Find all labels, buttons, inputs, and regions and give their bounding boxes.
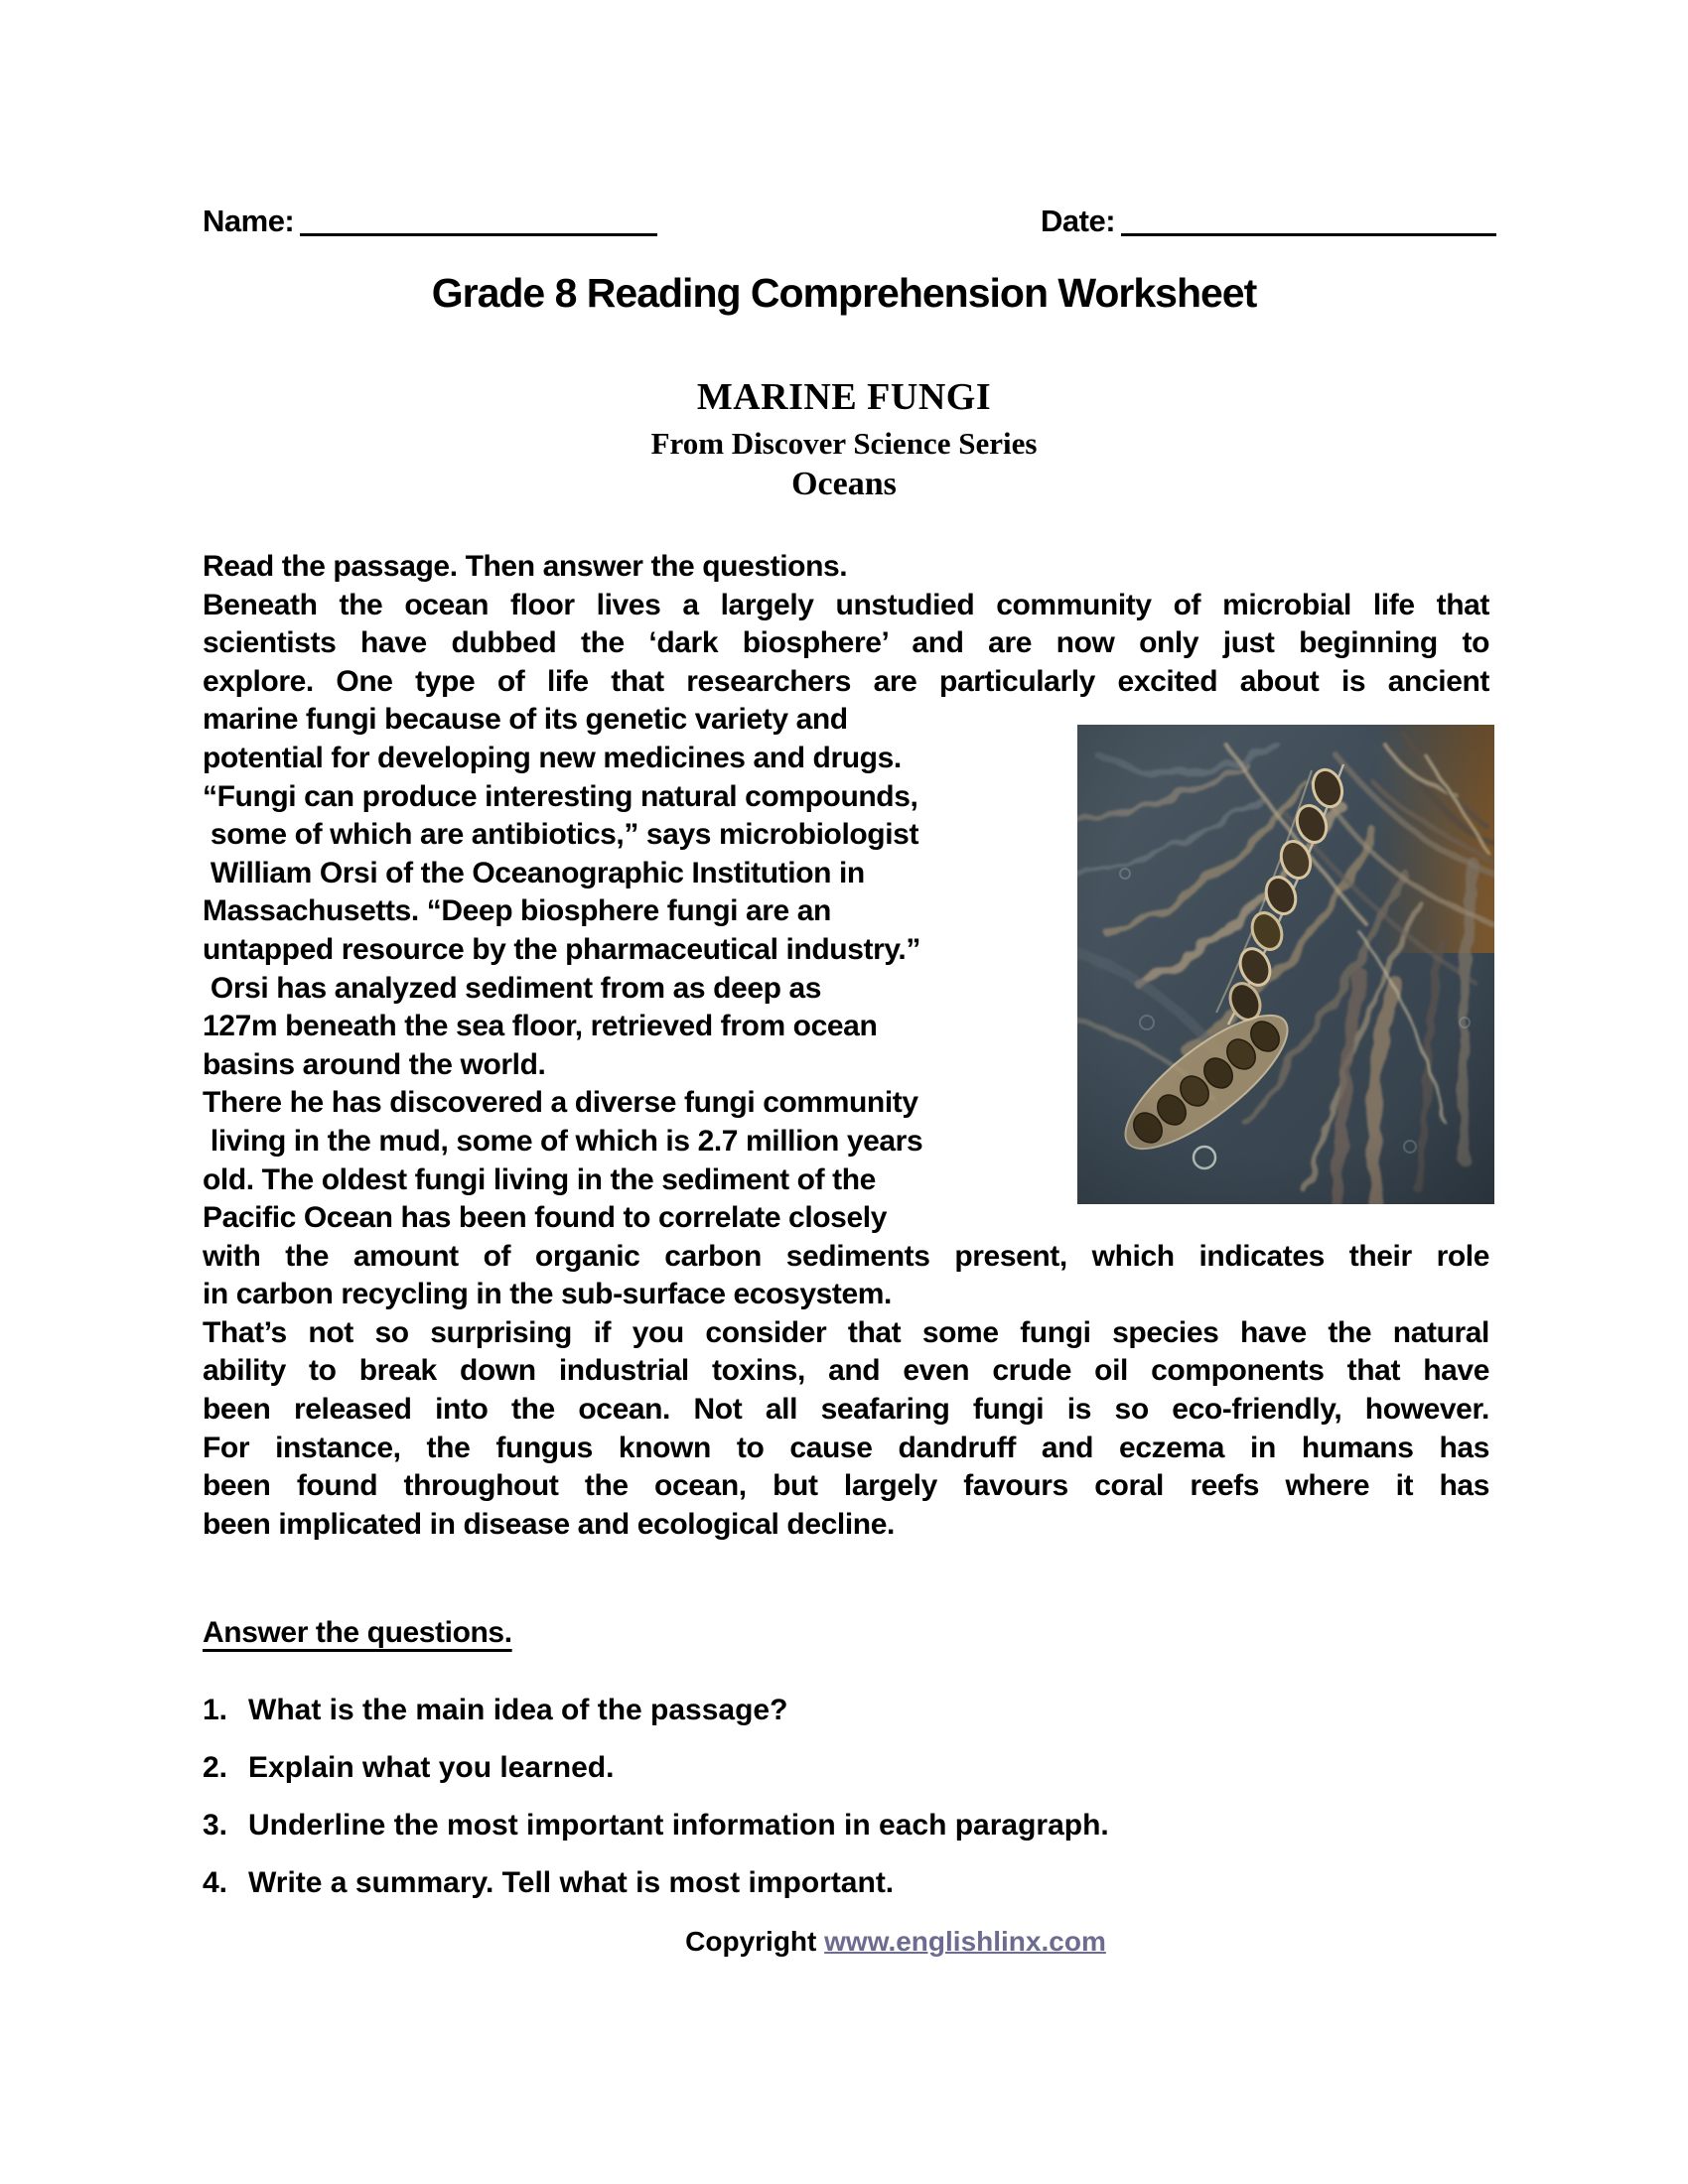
question-item xyxy=(203,1866,1109,1904)
name-blank-line xyxy=(300,205,657,236)
question-item xyxy=(203,1809,1109,1846)
passage-line: old. The oldest fungi living in the sediment of the xyxy=(203,1162,876,1196)
passage-line: living in the mud, some of which is 2.7 million years xyxy=(203,1124,923,1158)
marine-fungi-micrograph xyxy=(1077,725,1494,1204)
passage-line: Pacific Ocean has been found to correlate closely xyxy=(203,1201,887,1235)
passage-line: explore. One type of life that researchers are particularly excited about is ancient xyxy=(203,664,1489,698)
question-text: What is the main idea of the passage? xyxy=(248,1694,788,1726)
passage-line: been released into the ocean. Not all seafaring fungi is so eco-friendly, however. xyxy=(203,1393,1489,1427)
passage-line: William Orsi of the Oceanographic Institution in xyxy=(203,856,865,889)
passage-line: with the amount of organic carbon sediments present, which indicates their role xyxy=(203,1239,1489,1273)
question-text: Underline the most important information in each paragraph. xyxy=(248,1809,1109,1842)
passage-line: For instance, the fungus known to cause dandruff and eczema in humans has xyxy=(203,1431,1489,1464)
copyright xyxy=(52,1926,1688,1958)
passage-topic: Oceans xyxy=(791,466,897,502)
questions-list xyxy=(203,1694,1109,1924)
name-label: Name: xyxy=(203,203,295,238)
passage-line: in carbon recycling in the sub-surface ecosystem. xyxy=(203,1278,892,1311)
passage-line: That’s not so surprising if you consider that some fungi species have the natural xyxy=(203,1315,1489,1349)
passage-source: From Discover Science Series xyxy=(650,426,1038,461)
passage-line: “Fungi can produce interesting natural compounds, xyxy=(203,779,918,813)
passage-line: basins around the world. xyxy=(203,1047,546,1081)
passage-line: marine fungi because of its genetic variety and xyxy=(203,703,848,737)
question-number: 1. xyxy=(203,1694,228,1726)
copyright-link[interactable]: www.englishlinx.com xyxy=(824,1926,1106,1957)
question-number: 3. xyxy=(203,1809,228,1842)
passage-instructions: Read the passage. Then answer the questions. xyxy=(203,550,848,583)
date-field xyxy=(1041,201,1496,239)
passage-line: been found throughout the ocean, but largely favours coral reefs where it has xyxy=(203,1469,1489,1503)
passage-line: Massachusetts. “Deep biosphere fungi are an xyxy=(203,894,831,928)
passage-line: been implicated in disease and ecological decline. xyxy=(203,1507,895,1541)
date-label: Date: xyxy=(1041,203,1116,238)
date-blank-line xyxy=(1121,205,1496,236)
passage-line: some of which are antibiotics,” says microbiologist xyxy=(203,818,919,852)
passage-line: 127m beneath the sea floor, retrieved from ocean xyxy=(203,1010,878,1043)
passage-line: untapped resource by the pharmaceutical industry.” xyxy=(203,932,920,966)
passage-line: Beneath the ocean floor lives a largely unstudied community of microbial life that xyxy=(203,588,1489,621)
question-text: Write a summary. Tell what is most important. xyxy=(248,1866,895,1899)
passage-line: potential for developing new medicines and drugs. xyxy=(203,741,902,774)
question-number: 4. xyxy=(203,1866,228,1899)
question-item xyxy=(203,1751,1109,1789)
question-text: Explain what you learned. xyxy=(248,1751,615,1784)
worksheet-title: Grade 8 Reading Comprehension Worksheet xyxy=(431,270,1257,316)
passage-line: scientists have dubbed the ‘dark biosphere’ and are now only just beginning to xyxy=(203,626,1489,660)
passage-line: ability to break down industrial toxins, and even crude oil components that have xyxy=(203,1354,1489,1388)
copyright-label: Copyright xyxy=(685,1926,817,1957)
question-number: 2. xyxy=(203,1751,228,1784)
passage-line: There he has discovered a diverse fungi community xyxy=(203,1086,918,1120)
name-field xyxy=(203,201,657,239)
question-item xyxy=(203,1694,1109,1731)
passage-line: Orsi has analyzed sediment from as deep as xyxy=(203,971,822,1005)
answer-heading: Answer the questions. xyxy=(203,1616,512,1649)
passage-title: MARINE FUNGI xyxy=(696,376,992,418)
